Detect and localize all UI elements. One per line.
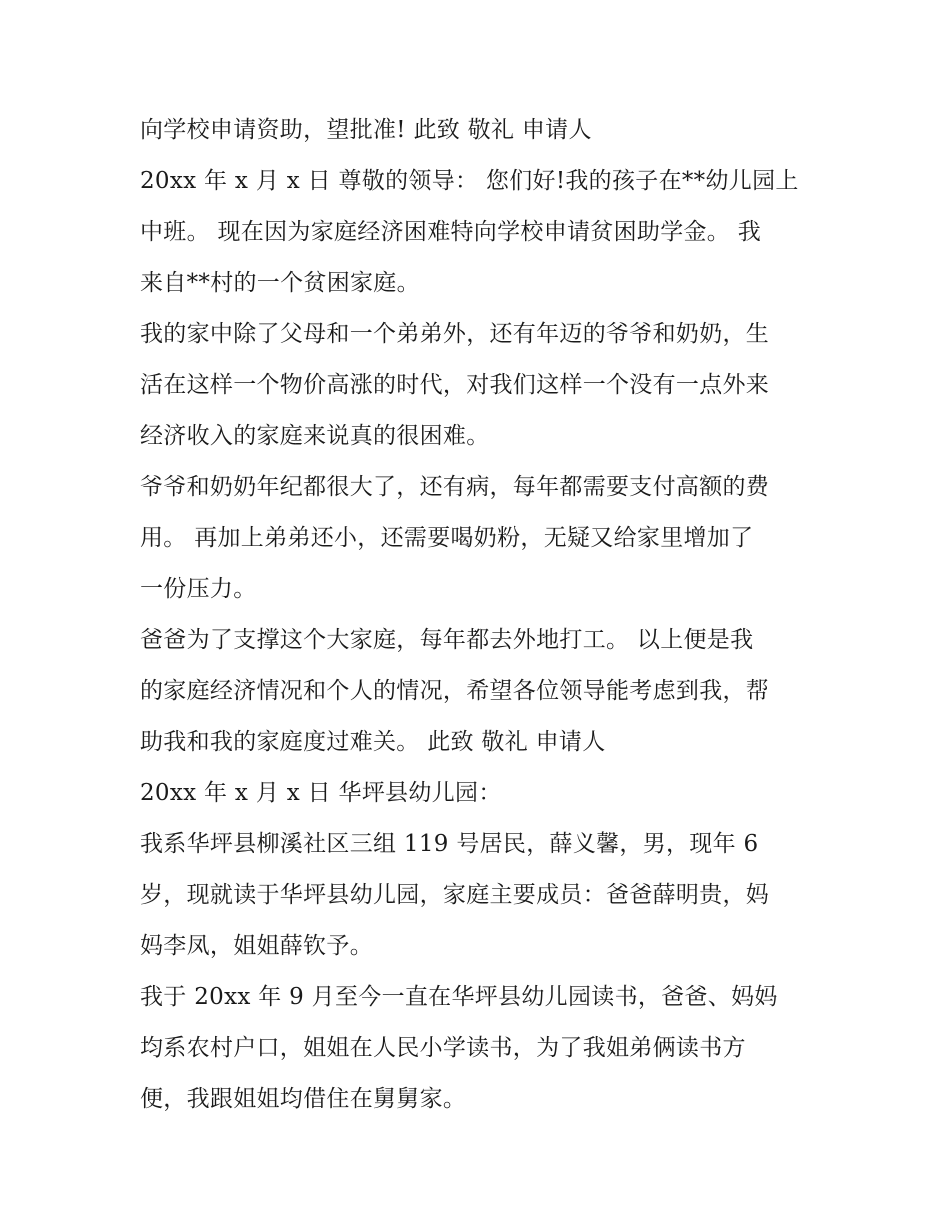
text-line: 助我和我的家庭度过难关。 此致 敬礼 申请人 bbox=[140, 729, 606, 755]
text-line: 我系华坪县柳溪社区三组 119 号居民，薛义馨，男，现年 6 bbox=[140, 831, 759, 857]
text-line: 一份压力。 bbox=[140, 576, 257, 602]
text-line: 活在这样一个物价高涨的时代，对我们这样一个没有一点外来 bbox=[140, 372, 770, 398]
text-line: 来自**村的一个贫困家庭。 bbox=[140, 270, 420, 296]
text-line: 用。 再加上弟弟还小，还需要喝奶粉，无疑又给家里增加了 bbox=[140, 525, 754, 551]
document-body bbox=[140, 105, 820, 1125]
text-line: 中班。 现在因为家庭经济困难特向学校申请贫困助学金。 我 bbox=[140, 219, 762, 245]
text-line: 20xx 年 x 月 x 日 华坪县幼儿园： bbox=[140, 780, 502, 806]
text-line: 便，我跟姐姐均借住在舅舅家。 bbox=[140, 1086, 467, 1112]
text-line: 岁，现就读于华坪县幼儿园，家庭主要成员：爸爸薛明贵，妈 bbox=[140, 882, 770, 908]
text-line: 我于 20xx 年 9 月至今一直在华坪县幼儿园读书，爸爸、妈妈 bbox=[140, 984, 778, 1010]
text-line: 经济收入的家庭来说真的很困难。 bbox=[140, 423, 490, 449]
text-line: 爸爸为了支撑这个大家庭，每年都去外地打工。 以上便是我 bbox=[140, 627, 754, 653]
text-line: 均系农村户口，姐姐在人民小学读书，为了我姐弟俩读书方 bbox=[140, 1035, 746, 1061]
text-line: 我的家中除了父母和一个弟弟外，还有年迈的爷爷和奶奶，生 bbox=[140, 321, 770, 347]
text-line: 妈李凤，姐姐薛钦予。 bbox=[140, 933, 373, 959]
text-line: 爷爷和奶奶年纪都很大了，还有病，每年都需要支付高额的费 bbox=[140, 474, 770, 500]
text-line: 向学校申请资助，望批准! 此致 敬礼 申请人 bbox=[140, 117, 592, 143]
text-line: 的家庭经济情况和个人的情况，希望各位领导能考虑到我，帮 bbox=[140, 678, 770, 704]
text-line: 20xx 年 x 月 x 日 尊敬的领导： 您们好!我的孩子在**幼儿园上 bbox=[140, 168, 799, 194]
